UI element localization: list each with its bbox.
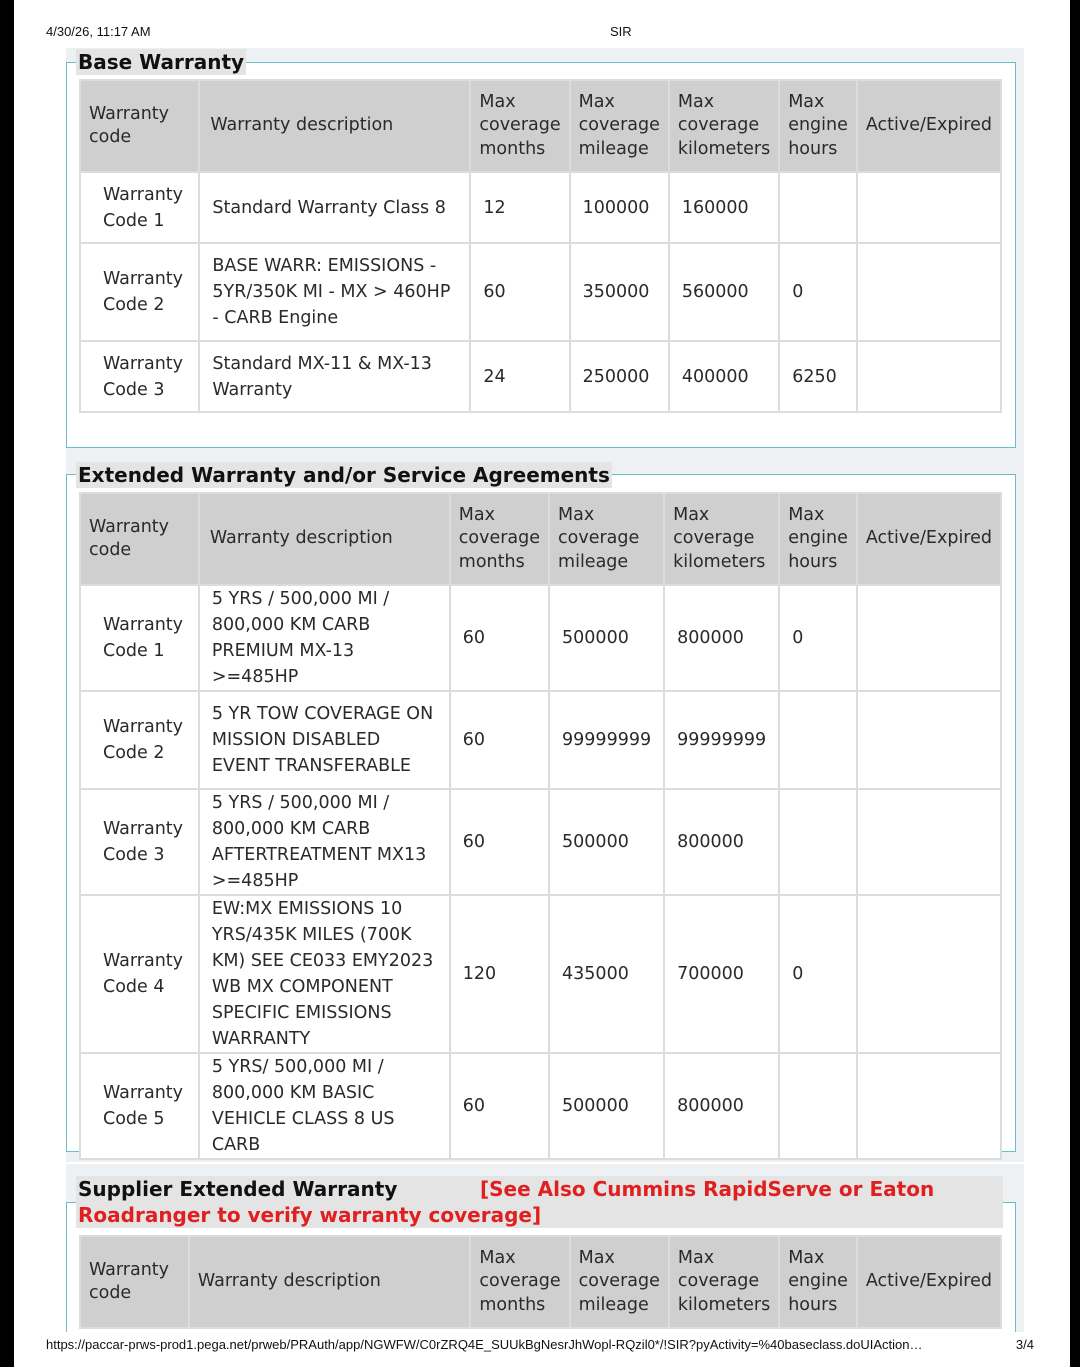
base-warranty-table	[79, 79, 1002, 413]
extended-warranty-legend: Extended Warranty and/or Service Agreements	[78, 463, 610, 487]
max-kilometers: 800000	[665, 790, 778, 894]
col-max-mileage: Max coverage mileage	[571, 1237, 668, 1327]
col-active-expired: Active/Expired	[858, 81, 1000, 171]
col-max-mileage: Max coverage mileage	[571, 81, 668, 171]
max-months: 60	[451, 586, 548, 690]
active-expired	[858, 244, 1000, 340]
max-kilometers: 800000	[665, 586, 778, 690]
table-row	[81, 244, 1000, 340]
warranty-description: 5 YRS / 500,000 MI / 800,000 KM CARB AFTERTREATMENT MX13 >=485HP	[200, 790, 449, 894]
base-warranty-panel	[66, 48, 1024, 460]
right-frame	[1070, 0, 1080, 1367]
col-active-expired: Active/Expired	[858, 494, 1000, 584]
max-mileage: 100000	[571, 173, 668, 242]
active-expired	[858, 896, 1000, 1052]
active-expired	[858, 790, 1000, 894]
col-max-engine-hours: Max engine hours	[780, 494, 856, 584]
warranty-code: Warranty Code 3	[81, 790, 198, 894]
supplier-warranty-legend: Supplier Extended Warranty	[78, 1177, 398, 1201]
print-title: SIR	[610, 24, 632, 39]
warranty-code: Warranty Code 1	[81, 586, 198, 690]
col-max-months: Max coverage months	[471, 81, 568, 171]
warranty-description: 5 YRS / 500,000 MI / 800,000 KM CARB PREMIUM MX-13 >=485HP	[200, 586, 449, 690]
supplier-warranty-panel	[66, 1164, 1024, 1332]
table-header-row	[81, 494, 1000, 584]
max-months: 60	[471, 244, 568, 340]
col-max-months: Max coverage months	[451, 494, 548, 584]
max-mileage: 435000	[550, 896, 663, 1052]
table-row	[81, 586, 1000, 690]
col-warranty-code: Warranty code	[81, 1237, 188, 1327]
active-expired	[858, 586, 1000, 690]
col-warranty-description: Warranty description	[200, 494, 449, 584]
max-mileage: 350000	[571, 244, 668, 340]
max-engine-hours	[780, 1054, 856, 1158]
warranty-description: Standard MX-11 & MX-13 Warranty	[200, 342, 469, 411]
active-expired	[858, 342, 1000, 411]
max-engine-hours: 0	[780, 896, 856, 1052]
warranty-code: Warranty Code 3	[81, 342, 198, 411]
max-mileage: 500000	[550, 1054, 663, 1158]
page-url: https://paccar-prws-prod1.pega.net/prweb/PRAuth/app/NGWFW/C0rZRQ4E_SUUkBgNesrJhWopl-RQzil0*/!SIR?pyActivity=%40baseclass.doUIAction…	[46, 1337, 923, 1352]
col-max-engine-hours: Max engine hours	[780, 81, 856, 171]
max-kilometers: 560000	[670, 244, 778, 340]
max-mileage: 500000	[550, 586, 663, 690]
left-frame	[0, 0, 14, 1367]
table-row	[81, 896, 1000, 1052]
supplier-warranty-note	[78, 1176, 988, 1228]
max-kilometers: 160000	[670, 173, 778, 242]
warranty-code: Warranty Code 5	[81, 1054, 198, 1158]
max-mileage: 250000	[571, 342, 668, 411]
active-expired	[858, 1054, 1000, 1158]
col-warranty-code: Warranty code	[81, 81, 198, 171]
print-header	[46, 24, 1034, 42]
base-warranty-legend: Base Warranty	[78, 50, 245, 74]
max-kilometers: 400000	[670, 342, 778, 411]
max-engine-hours: 0	[780, 586, 856, 690]
extended-warranty-table	[79, 492, 1002, 1160]
warranty-code: Warranty Code 1	[81, 173, 198, 242]
page-number: 3/4	[1015, 1337, 1034, 1352]
warranty-description: BASE WARR: EMISSIONS - 5YR/350K MI - MX > 460HP - CARB Engine	[200, 244, 469, 340]
warranty-description: 5 YRS/ 500,000 MI / 800,000 KM BASIC VEHICLE CLASS 8 US CARB	[200, 1054, 449, 1158]
max-months: 60	[451, 1054, 548, 1158]
supplier-warranty-note-text: [See Also Cummins RapidServe or Eaton Roadranger to verify warranty coverage]	[78, 1177, 935, 1227]
supplier-warranty-table	[79, 1235, 1002, 1329]
table-row	[81, 173, 1000, 242]
table-header-row	[81, 81, 1000, 171]
col-max-kilometers: Max coverage kilometers	[670, 81, 778, 171]
col-max-engine-hours: Max engine hours	[780, 1237, 856, 1327]
warranty-code: Warranty Code 2	[81, 692, 198, 788]
max-engine-hours	[780, 692, 856, 788]
col-max-months: Max coverage months	[471, 1237, 568, 1327]
table-row	[81, 1054, 1000, 1158]
warranty-code: Warranty Code 2	[81, 244, 198, 340]
col-active-expired: Active/Expired	[858, 1237, 1000, 1327]
max-months: 120	[451, 896, 548, 1052]
print-footer	[46, 1337, 1034, 1355]
supplier-warranty-legend-block	[76, 1176, 1003, 1228]
warranty-description: Standard Warranty Class 8	[200, 173, 469, 242]
max-months: 60	[451, 790, 548, 894]
col-max-mileage: Max coverage mileage	[550, 494, 663, 584]
max-kilometers: 99999999	[665, 692, 778, 788]
warranty-code: Warranty Code 4	[81, 896, 198, 1052]
active-expired	[858, 173, 1000, 242]
col-max-kilometers: Max coverage kilometers	[665, 494, 778, 584]
warranty-description: EW:MX EMISSIONS 10 YRS/435K MILES (700K KM) SEE CE033 EMY2023 WB MX COMPONENT SPECIFIC EMISSIONS WARRANTY	[200, 896, 449, 1052]
extended-warranty-panel	[66, 460, 1024, 1162]
max-kilometers: 700000	[665, 896, 778, 1052]
max-mileage: 99999999	[550, 692, 663, 788]
table-row	[81, 342, 1000, 411]
max-engine-hours	[780, 790, 856, 894]
max-engine-hours: 0	[780, 244, 856, 340]
table-row	[81, 790, 1000, 894]
table-header-row	[81, 1237, 1000, 1327]
max-months: 60	[451, 692, 548, 788]
max-kilometers: 800000	[665, 1054, 778, 1158]
warranty-description: 5 YR TOW COVERAGE ON MISSION DISABLED EVENT TRANSFERABLE	[200, 692, 449, 788]
max-engine-hours: 6250	[780, 342, 856, 411]
col-warranty-description: Warranty description	[200, 81, 469, 171]
col-warranty-code: Warranty code	[81, 494, 198, 584]
max-months: 24	[471, 342, 568, 411]
print-datetime: 4/30/26, 11:17 AM	[46, 24, 151, 39]
max-months: 12	[471, 173, 568, 242]
col-warranty-description: Warranty description	[190, 1237, 469, 1327]
active-expired	[858, 692, 1000, 788]
col-max-kilometers: Max coverage kilometers	[670, 1237, 778, 1327]
max-engine-hours	[780, 173, 856, 242]
table-row	[81, 692, 1000, 788]
max-mileage: 500000	[550, 790, 663, 894]
